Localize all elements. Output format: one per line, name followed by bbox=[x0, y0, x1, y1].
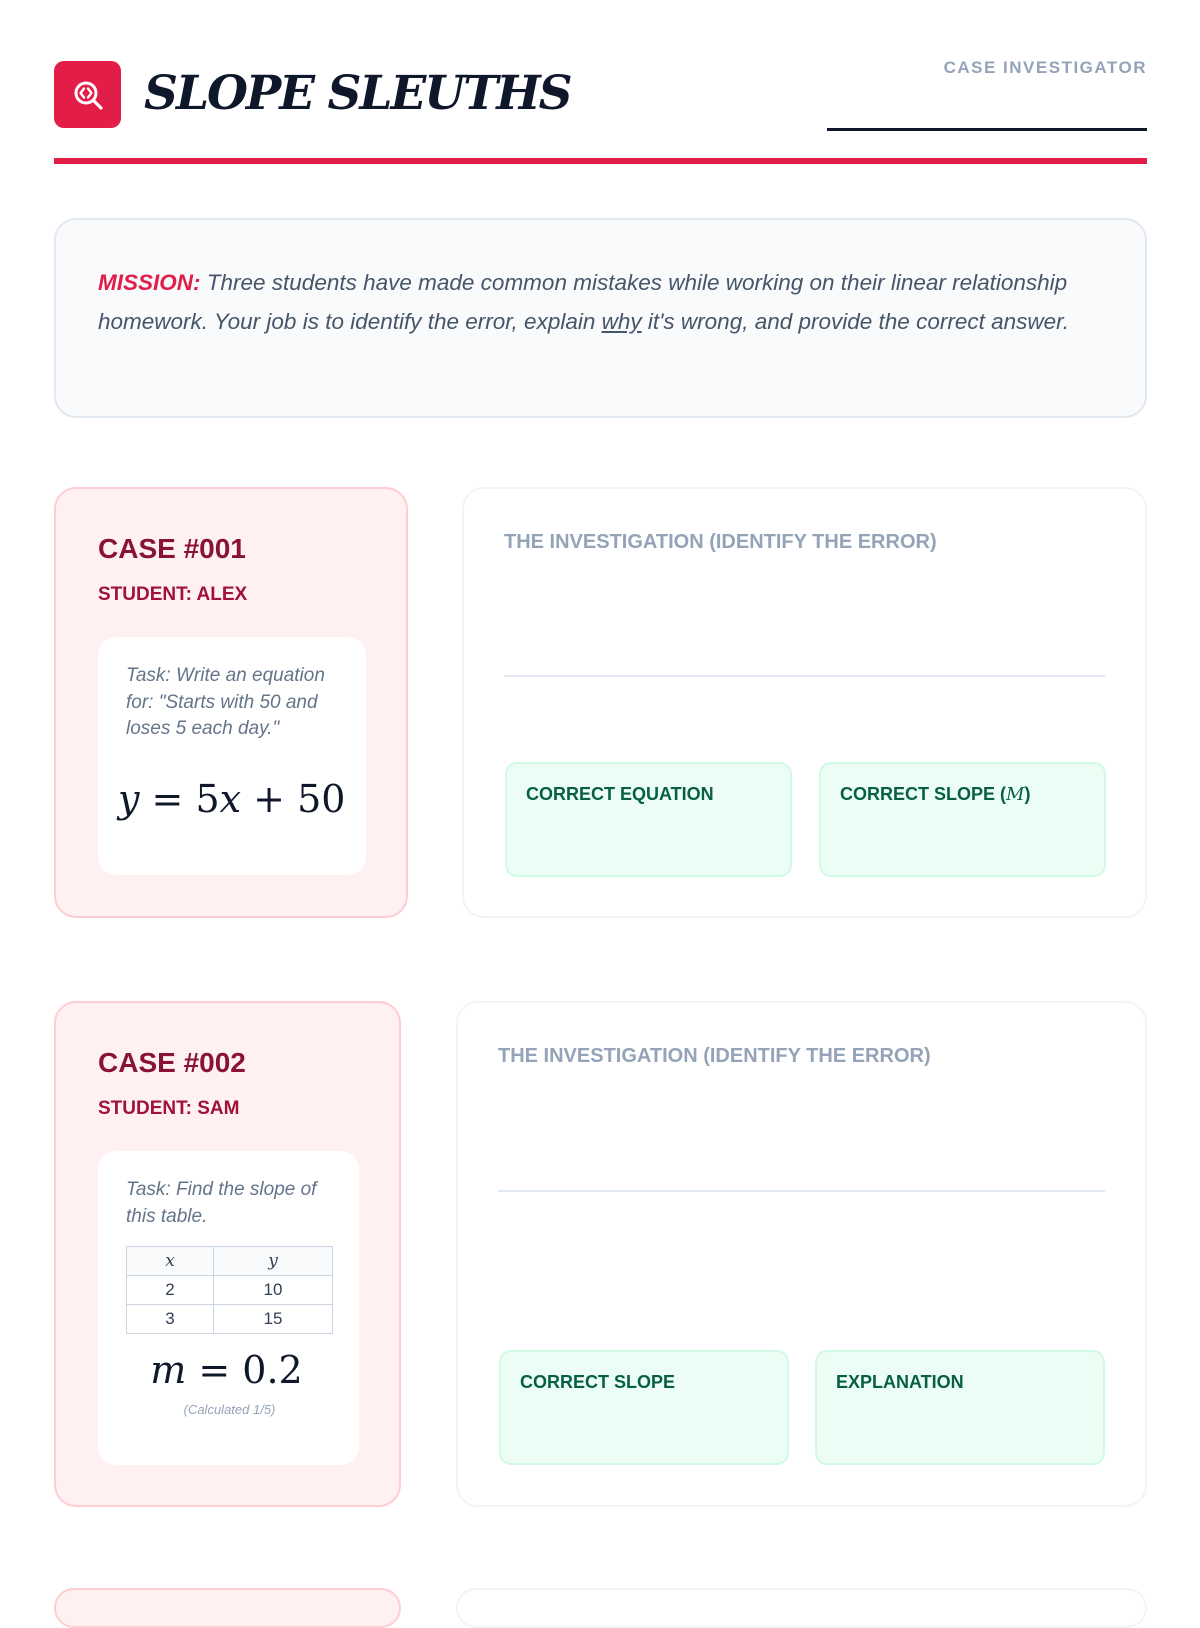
evidence-card bbox=[98, 637, 366, 875]
table-cell: 3 bbox=[127, 1305, 214, 1334]
mission-emphasis: why bbox=[601, 308, 642, 334]
magnifier-code-icon bbox=[72, 79, 104, 111]
mission-box bbox=[54, 218, 1147, 418]
correct-slope-box[interactable] bbox=[819, 762, 1106, 877]
mission-label: MISSION: bbox=[98, 270, 201, 295]
case-card-002 bbox=[54, 1001, 401, 1507]
mission-text-start: Three students have made common mistakes while working on their linear relationship homework. Your job is to identify the error, explain bbox=[98, 270, 1068, 334]
investigator-name-field[interactable] bbox=[827, 128, 1147, 131]
investigator-label: CASE INVESTIGATOR bbox=[943, 58, 1147, 77]
answer-label: CORRECT SLOPE ( bbox=[840, 784, 1007, 804]
case-card-001 bbox=[54, 487, 408, 918]
table-header: y bbox=[214, 1247, 333, 1276]
table-header: x bbox=[127, 1247, 214, 1276]
answer-label: CORRECT EQUATION bbox=[526, 784, 714, 804]
evidence-card bbox=[98, 1151, 359, 1465]
table-cell: 10 bbox=[214, 1276, 333, 1305]
header-divider bbox=[54, 158, 1147, 164]
answer-symbol: M bbox=[1006, 784, 1025, 805]
table-row bbox=[127, 1305, 333, 1334]
answer-label: EXPLANATION bbox=[836, 1372, 964, 1392]
table-row bbox=[127, 1276, 333, 1305]
student-work: m = 0.2 bbox=[150, 1348, 303, 1392]
page-title: SLOPE SLEUTHS bbox=[144, 66, 571, 121]
investigation-panel-001 bbox=[462, 487, 1147, 918]
calculation-note: (Calculated 1/5) bbox=[183, 1402, 276, 1417]
case-title: CASE #001 bbox=[98, 533, 246, 564]
table-cell: 15 bbox=[214, 1305, 333, 1334]
error-answer-line[interactable] bbox=[504, 675, 1105, 677]
answer-label-close: ) bbox=[1024, 784, 1031, 804]
explanation-box[interactable] bbox=[815, 1350, 1105, 1465]
task-text: Task: Write an equation for: "Starts with 50 and loses 5 each day." bbox=[126, 665, 325, 739]
student-work: y = 5x + 50 bbox=[118, 776, 346, 821]
page-header bbox=[54, 58, 1147, 168]
investigation-panel-003 bbox=[456, 1588, 1147, 1628]
correct-equation-box[interactable] bbox=[505, 762, 792, 877]
error-answer-line[interactable] bbox=[498, 1190, 1105, 1192]
task-text: Task: Find the slope of this table. bbox=[126, 1179, 317, 1227]
answer-label: CORRECT SLOPE bbox=[520, 1372, 676, 1392]
correct-slope-box[interactable] bbox=[499, 1350, 789, 1465]
case-card-003 bbox=[54, 1588, 401, 1628]
logo bbox=[54, 61, 121, 128]
investigation-heading: THE INVESTIGATION (IDENTIFY THE ERROR) bbox=[504, 531, 937, 553]
investigation-panel-002 bbox=[456, 1001, 1147, 1507]
case-student: STUDENT: ALEX bbox=[98, 584, 248, 605]
investigation-heading: THE INVESTIGATION (IDENTIFY THE ERROR) bbox=[498, 1045, 931, 1067]
data-table bbox=[126, 1246, 333, 1334]
case-title: CASE #002 bbox=[98, 1047, 246, 1078]
table-cell: 2 bbox=[127, 1276, 214, 1305]
case-student: STUDENT: SAM bbox=[98, 1098, 240, 1119]
mission-text-end: it's wrong, and provide the correct answer. bbox=[641, 308, 1070, 334]
